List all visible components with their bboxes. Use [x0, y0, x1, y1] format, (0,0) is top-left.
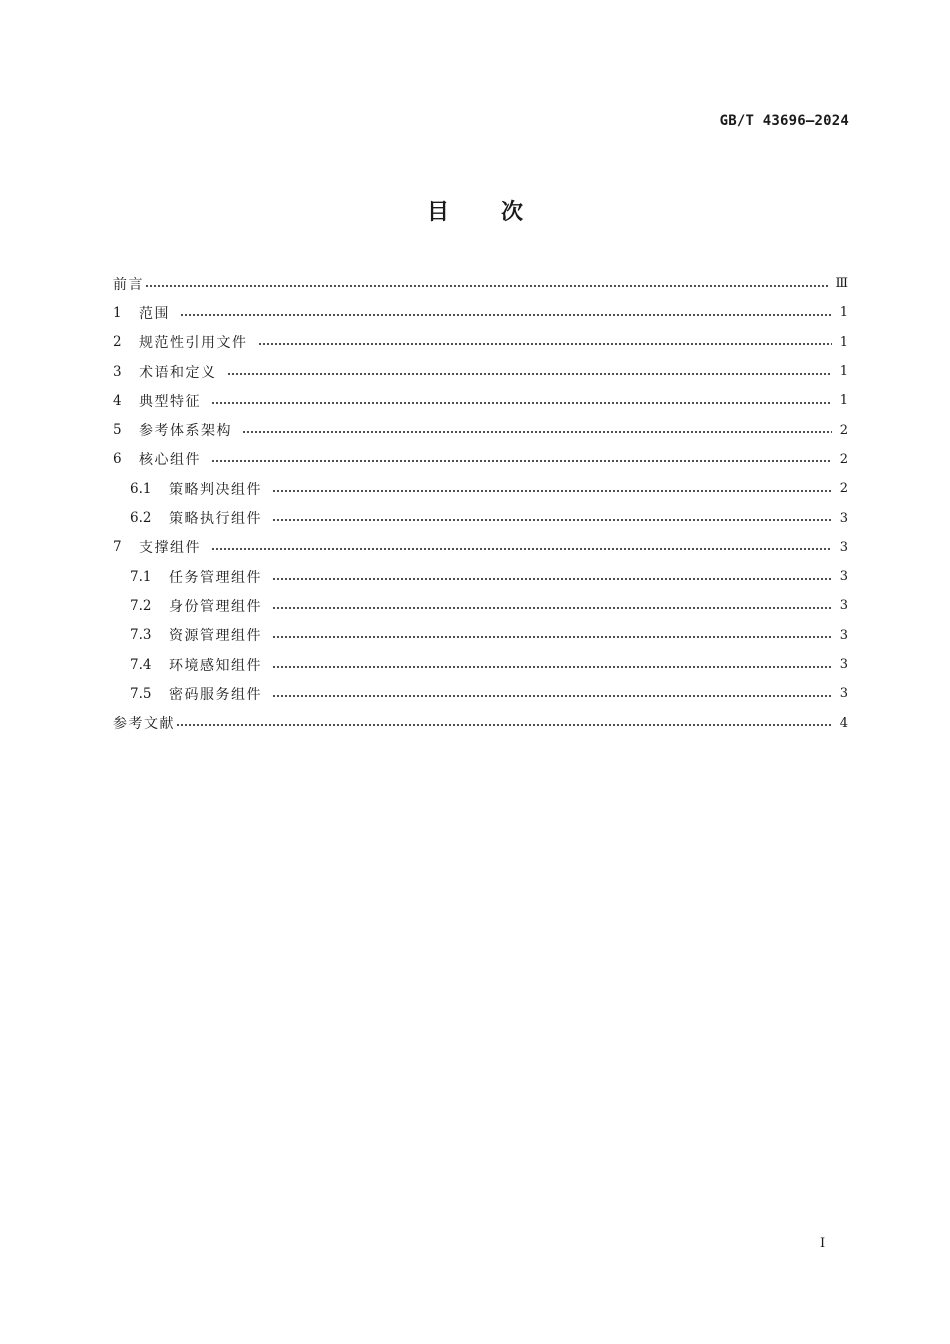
toc-title-char: 目 — [426, 200, 449, 225]
toc-entry-7-3[interactable] — [113, 621, 848, 650]
footer-page-number: I — [820, 1236, 826, 1251]
toc-entry-label: 身份管理组件 — [169, 598, 262, 615]
toc-entry-label: 典型特征 — [139, 393, 201, 410]
toc-entry-page: 1 — [839, 393, 848, 409]
toc-entry-page: 3 — [839, 598, 848, 614]
toc-entry-6-2[interactable] — [113, 503, 848, 532]
toc-entry-number: 6 — [113, 451, 122, 468]
toc-entry-number: 6.2 — [130, 510, 152, 527]
toc-entry-page: 3 — [839, 627, 848, 643]
toc-entry-page: 3 — [839, 657, 848, 672]
toc-entry-5[interactable] — [113, 415, 848, 444]
toc-entry-page: 3 — [839, 686, 848, 702]
toc-entry-4[interactable] — [113, 386, 848, 415]
toc-entry-label: 范围 — [139, 305, 170, 322]
toc-entry-label: 任务管理组件 — [169, 569, 262, 586]
toc-list — [113, 269, 848, 738]
toc-entry-label: 术语和定义 — [139, 364, 217, 381]
toc-entry-label: 前言 — [113, 276, 144, 293]
toc-entry-7-1[interactable] — [113, 562, 848, 591]
dot-leader — [227, 373, 833, 375]
toc-entry-page: 3 — [839, 539, 848, 555]
dot-leader — [211, 548, 832, 550]
toc-entry-label: 策略执行组件 — [169, 511, 262, 528]
toc-entry-6[interactable] — [113, 445, 848, 474]
toc-entry-label: 支撑组件 — [139, 540, 201, 557]
toc-entry-number: 7.4 — [130, 656, 152, 673]
toc-entry-3[interactable] — [113, 357, 848, 386]
toc-entry-page: 4 — [839, 715, 848, 731]
toc-entry-label: 策略判决组件 — [169, 481, 262, 498]
dot-leader — [211, 460, 832, 462]
toc-entry-7-4[interactable] — [113, 650, 848, 679]
dot-leader — [272, 695, 832, 697]
toc-entry-number: 3 — [113, 363, 122, 380]
dot-leader — [272, 519, 832, 521]
toc-entry-label: 参考文献 — [113, 716, 175, 733]
dot-leader — [272, 636, 832, 638]
toc-entry-7-2[interactable] — [113, 591, 848, 620]
dot-leader — [180, 314, 832, 316]
toc-entry-number: 7.2 — [130, 597, 152, 614]
toc-entry-label: 参考体系架构 — [139, 423, 232, 440]
toc-entry-1[interactable] — [113, 298, 848, 327]
dot-leader — [176, 724, 832, 726]
toc-entry-label: 资源管理组件 — [169, 628, 262, 645]
toc-entry-2[interactable] — [113, 328, 848, 357]
toc-entry-label: 密码服务组件 — [169, 686, 262, 703]
toc-entry-label: 规范性引用文件 — [139, 335, 248, 352]
dot-leader — [272, 490, 832, 492]
toc-entry-foreword[interactable] — [113, 269, 848, 298]
toc-entry-page: 3 — [839, 510, 848, 526]
toc-entry-page: 3 — [839, 569, 848, 585]
toc-entry-number: 4 — [113, 392, 122, 409]
dot-leader — [272, 578, 832, 580]
toc-entry-7[interactable] — [113, 533, 848, 562]
toc-entry-page: 1 — [839, 334, 848, 350]
toc-entry-7-5[interactable] — [113, 679, 848, 708]
toc-entry-6-1[interactable] — [113, 474, 848, 503]
toc-entry-label: 环境感知组件 — [169, 657, 262, 674]
toc-title — [0, 195, 950, 226]
dot-leader — [145, 285, 829, 287]
toc-entry-page: 1 — [839, 364, 848, 380]
dot-leader — [242, 431, 832, 433]
toc-entry-number: 7.3 — [130, 627, 152, 644]
toc-entry-bibliography[interactable] — [113, 708, 848, 737]
standard-code: GB/T 43696—2024 — [719, 113, 849, 129]
toc-entry-number: 6.1 — [130, 480, 152, 497]
toc-entry-page: 2 — [839, 451, 848, 467]
toc-entry-number: 7 — [113, 539, 122, 556]
toc-entry-page: Ⅲ — [835, 276, 848, 292]
toc-entry-number: 5 — [113, 422, 122, 439]
toc-entry-number: 1 — [113, 304, 122, 321]
toc-entry-label: 核心组件 — [139, 452, 201, 469]
dot-leader — [211, 402, 832, 404]
toc-entry-number: 7.1 — [130, 568, 152, 585]
toc-title-char: 次 — [501, 200, 524, 225]
dot-leader — [272, 666, 832, 668]
toc-entry-number: 2 — [113, 334, 122, 351]
toc-entry-page: 1 — [839, 305, 848, 321]
dot-leader — [258, 343, 833, 345]
toc-entry-number: 7.5 — [130, 685, 152, 702]
dot-leader — [272, 607, 832, 609]
toc-entry-page: 2 — [839, 422, 848, 438]
toc-entry-page: 2 — [839, 481, 848, 497]
